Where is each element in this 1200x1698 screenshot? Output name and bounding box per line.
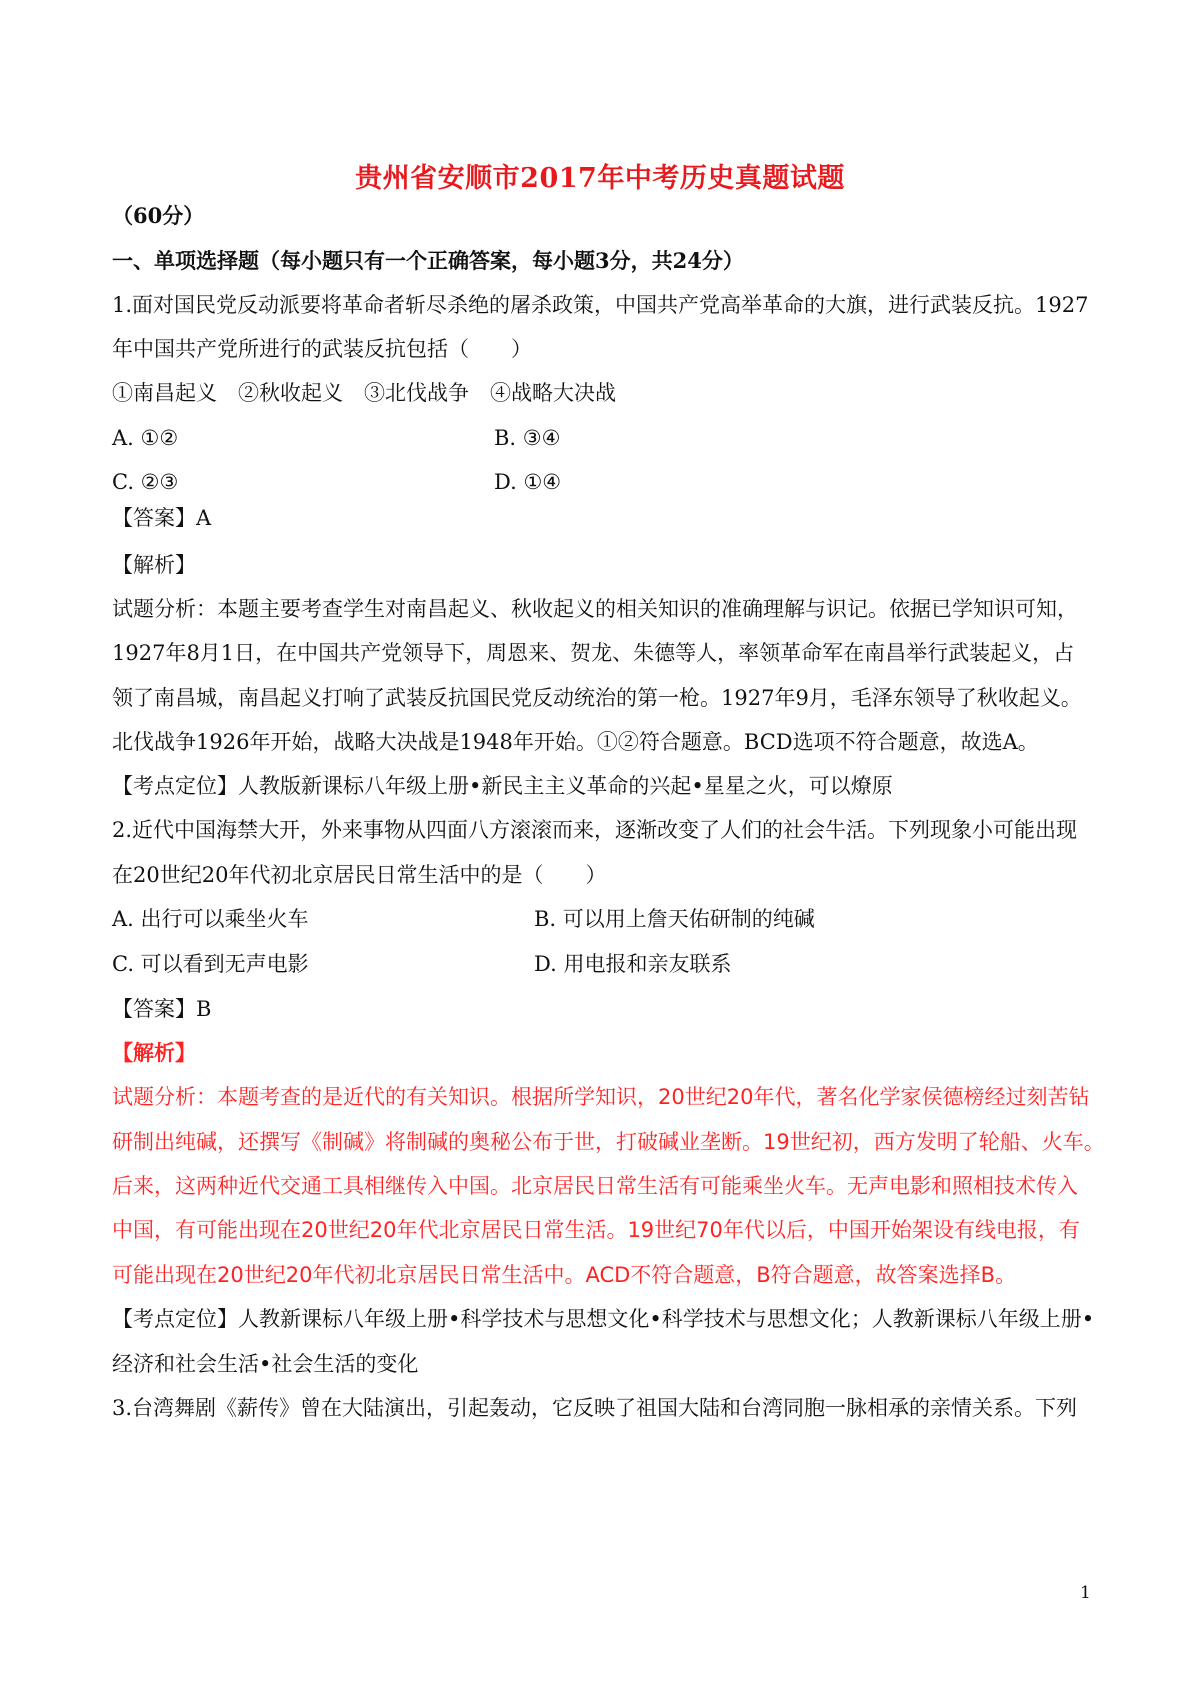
q1-option-b: B. ③④ [494, 426, 561, 450]
q2-option-c: C. 可以看到无声电影 [112, 952, 309, 976]
q1-analysis-label: 【解析】 [112, 553, 196, 577]
q2-knowledge-point-line1: 【考点定位】人教新课标八年级上册•科学技术与思想文化•科学技术与思想文化；人教新课标八年级上册• [112, 1307, 1095, 1331]
q1-items: ①南昌起义 ②秋收起义 ③北伐战争 ④战略大决战 [112, 381, 616, 405]
q2-stem-line1: 2.近代中国海禁大开，外来事物从四面八方滚滚而来，逐渐改变了人们的社会牛活。下列现象小可能出现 [112, 818, 1078, 842]
q1-answer: 【答案】A [112, 506, 212, 530]
q2-analysis-line1: 试题分析：本题考查的是近代的有关知识。根据所学知识，20世纪20年代，著名化学家侯德榜经过刻苦钻 [112, 1085, 1090, 1109]
q2-analysis-label: 【解析】 [112, 1041, 196, 1065]
q2-option-d: D. 用电报和亲友联系 [534, 952, 732, 976]
q2-analysis-line3: 后来，这两种近代交通工具相继传入中国。北京居民日常生活有可能乘坐火车。无声电影和照相技术传入 [112, 1174, 1078, 1198]
q3-stem-line1: 3.台湾舞剧《薪传》曾在大陆演出，引起轰动，它反映了祖国大陆和台湾同胞一脉相承的亲情关系。下列 [112, 1396, 1078, 1420]
q1-analysis-line1: 试题分析：本题主要考查学生对南昌起义、秋收起义的相关知识的准确理解与识记。依据已学知识可知， [112, 597, 1078, 621]
q1-analysis-line2: 1927年8月1日，在中国共产党领导下，周恩来、贺龙、朱德等人，率领革命军在南昌举行武装起义，占 [112, 641, 1075, 665]
q1-analysis-line4: 北伐战争1926年开始，战略大决战是1948年开始。①②符合题意。BCD选项不符合题意，故选A。 [112, 730, 1039, 754]
page-number: 1 [1080, 1583, 1091, 1603]
q1-analysis-line3: 领了南昌城，南昌起义打响了武装反抗国民党反动统治的第一枪。1927年9月，毛泽东领导了秋收起义。 [112, 686, 1082, 710]
document-title: 贵州省安顺市2017年中考历史真题试题 [355, 163, 845, 194]
q1-option-c: C. ②③ [112, 470, 179, 494]
section-heading: 一、单项选择题（每小题只有一个正确答案，每小题3分，共24分） [112, 248, 744, 273]
q1-option-a: A. ①② [112, 426, 179, 450]
q1-stem-line1: 1.面对国民党反动派要将革命者斩尽杀绝的屠杀政策，中国共产党高举革命的大旗，进行武装反抗。1927 [112, 293, 1089, 317]
q2-analysis-line2: 研制出纯碱，还撰写《制碱》将制碱的奥秘公布于世，打破碱业垄断。19世纪初，西方发明了轮船、火车。 [112, 1130, 1105, 1154]
q2-option-a: A. 出行可以乘坐火车 [112, 907, 309, 931]
q1-option-d: D. ①④ [494, 470, 562, 494]
q2-stem-line2: 在20世纪20年代初北京居民日常生活中的是（ ） [112, 863, 607, 887]
q1-stem-line2: 年中国共产党所进行的武装反抗包括（ ） [112, 337, 532, 361]
q2-option-b: B. 可以用上詹天佑研制的纯碱 [534, 907, 815, 931]
q2-analysis-line4: 中国，有可能出现在20世纪20年代北京居民日常生活。19世纪70年代以后，中国开始架设有线电报，有 [112, 1218, 1080, 1242]
q2-answer: 【答案】B [112, 997, 212, 1021]
q2-knowledge-point-line2: 经济和社会生活•社会生活的变化 [112, 1352, 419, 1376]
q2-analysis-line5: 可能出现在20世纪20年代初北京居民日常生活中。ACD不符合题意，B符合题意，故答案选择B。 [112, 1263, 1017, 1287]
q1-knowledge-point: 【考点定位】人教版新课标八年级上册•新民主主义革命的兴起•星星之火，可以燎原 [112, 774, 893, 798]
total-score: （60分） [112, 203, 205, 228]
